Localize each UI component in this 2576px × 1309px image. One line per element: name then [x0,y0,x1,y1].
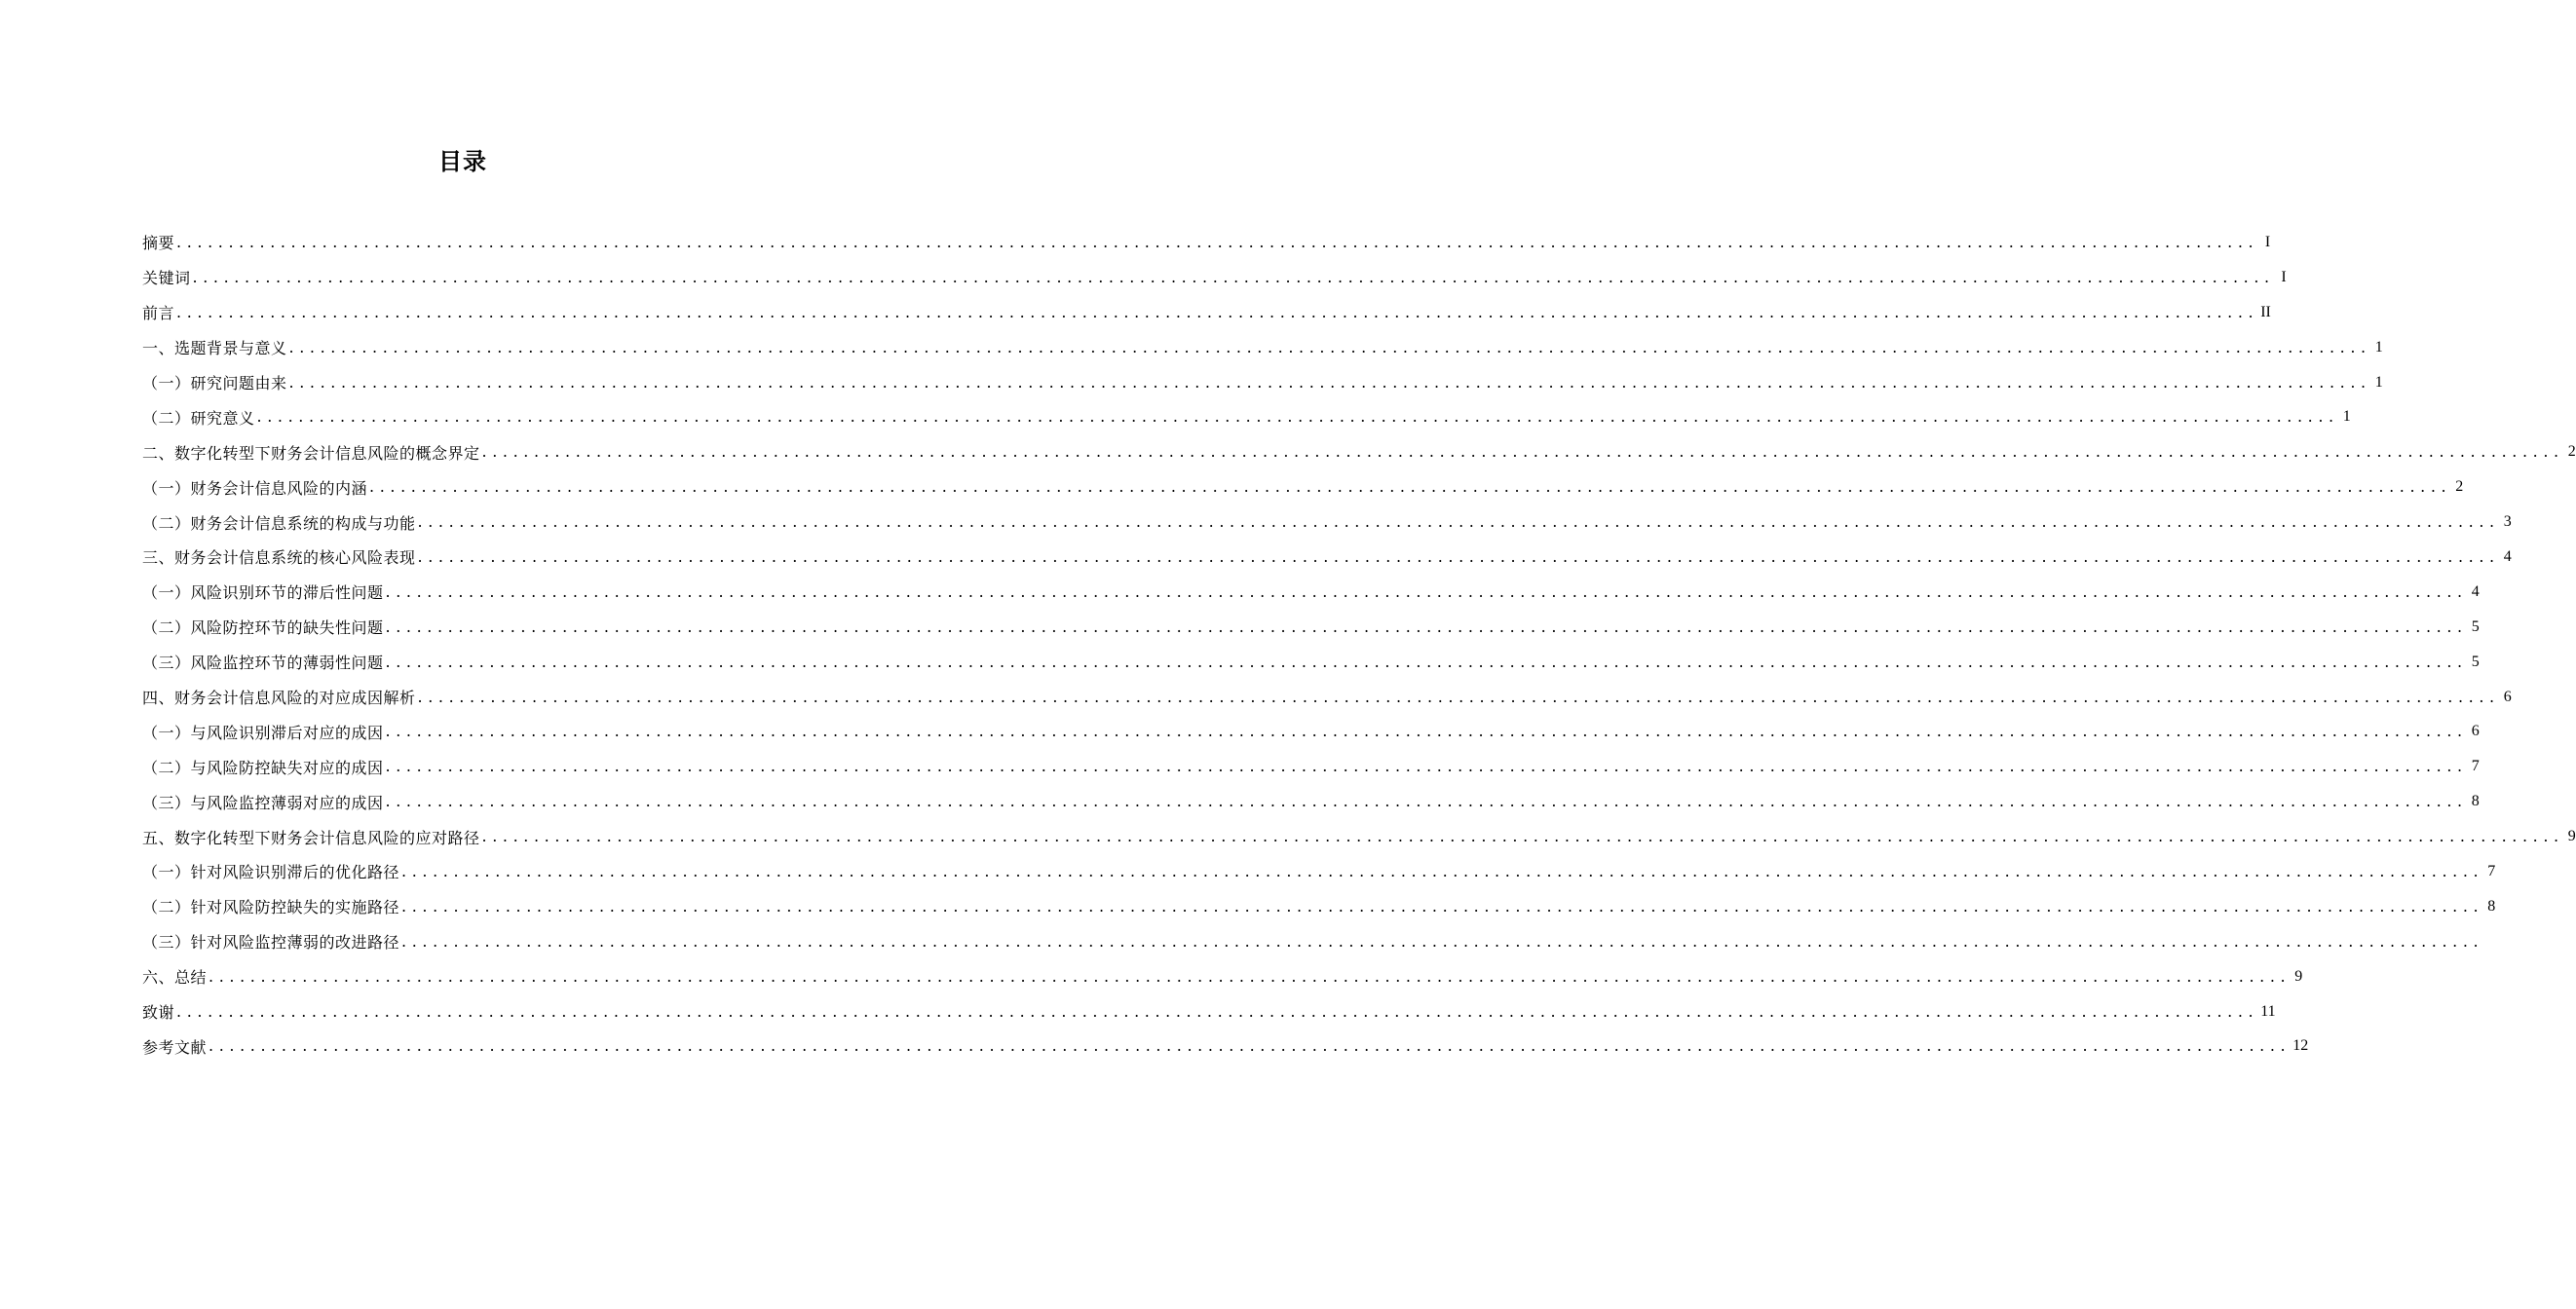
toc-entry-page-number: II [2260,303,2271,320]
toc-dot-leader: ........................................................................................................................................................................................................ [481,827,2564,846]
toc-entry[interactable] [142,924,2484,959]
toc-dot-leader: ........................................................................................................................................................................................................ [417,546,2500,566]
toc-entry-page-number: 9 [2294,967,2303,985]
toc-entry-page-number: 8 [2471,793,2480,810]
toc-dot-leader: ........................................................................................................................................................................................................ [176,302,2259,321]
toc-entry[interactable] [142,330,2383,365]
toc-entry[interactable] [142,399,2351,434]
toc-entry-page-number: I [2281,268,2287,285]
toc-entry-page-number: I [2264,233,2271,250]
toc-dot-leader: ........................................................................................................................................................................................................ [369,477,2452,497]
toc-dot-leader: ........................................................................................................................................................................................................ [385,722,2468,741]
toc-entry-page-number: 9 [2567,828,2576,845]
toc-entry-label: 摘要 [142,234,175,253]
toc-entry-page-number: 6 [2503,688,2512,705]
toc-dot-leader: ........................................................................................................................................................................................................ [256,407,2339,427]
toc-dot-leader: ........................................................................................................................................................................................................ [401,931,2484,951]
toc-entry-label: （二）财务会计信息系统的构成与功能 [142,513,416,533]
toc-entry-page-number: 2 [2455,478,2464,496]
toc-entry-page-number: 4 [2471,582,2480,600]
toc-entry-page-number: 2 [2567,443,2576,461]
toc-entry-label: （二）研究意义 [142,408,255,428]
toc-entry-label: 四、财务会计信息风险的对应成因解析 [142,689,416,708]
toc-entry-label: 关键词 [142,269,191,288]
toc-dot-leader: ........................................................................................................................................................................................................ [401,861,2484,880]
toc-entry-page-number: 4 [2503,547,2512,565]
toc-entry[interactable] [142,505,2512,540]
toc-entry-label: 二、数字化转型下财务会计信息风险的概念界定 [142,443,480,463]
toc-entry[interactable] [142,540,2512,575]
toc-entry[interactable] [142,959,2303,994]
toc-entry[interactable] [142,365,2383,400]
toc-entry-page-number: 11 [2260,1002,2276,1020]
toc-entry[interactable] [142,714,2480,749]
toc-entry[interactable] [142,295,2271,330]
toc-entry-page-number: 3 [2503,513,2512,531]
toc-dot-leader: ........................................................................................................................................................................................................ [481,442,2564,462]
toc-entry[interactable] [142,575,2480,610]
toc-entry[interactable] [142,469,2464,505]
toc-entry-page-number: 5 [2471,617,2480,635]
toc-entry-label: （三）风险监控环节的薄弱性问题 [142,654,384,673]
toc-entry[interactable] [142,260,2287,295]
toc-entry[interactable] [142,434,2576,469]
toc-entry[interactable] [142,610,2480,645]
toc-dot-leader: ........................................................................................................................................................................................................ [288,337,2371,356]
toc-entry-label: （三）与风险监控薄弱对应的成因 [142,793,384,812]
toc-dot-leader: ........................................................................................................................................................................................................ [176,232,2259,251]
toc-entry-label: 致谢 [142,1003,175,1023]
toc-dot-leader: ........................................................................................................................................................................................................ [288,372,2371,392]
toc-entry[interactable] [142,994,2276,1029]
toc-entry-page-number: 7 [2487,862,2496,879]
toc-entry[interactable] [142,819,2576,854]
toc-entry-label: （一）针对风险识别滞后的优化路径 [142,863,400,882]
toc-entry[interactable] [142,854,2496,889]
toc-dot-leader: ........................................................................................................................................................................................................ [208,1036,2292,1056]
toc-entry-page-number: 5 [2471,653,2480,670]
toc-entry-label: （一）研究问题由来 [142,374,287,393]
toc-entry[interactable] [142,784,2480,819]
toc-entry-label: （一）与风险识别滞后对应的成因 [142,723,384,742]
toc-dot-leader: ........................................................................................................................................................................................................ [385,792,2468,811]
toc-entry-label: （一）财务会计信息风险的内涵 [142,478,368,498]
toc-dot-leader: ........................................................................................................................................................................................................ [192,267,2275,286]
table-of-contents [142,225,2576,1064]
toc-entry-label: 三、财务会计信息系统的核心风险表现 [142,548,416,568]
toc-entry[interactable] [142,749,2480,784]
toc-dot-leader: ........................................................................................................................................................................................................ [417,687,2500,706]
toc-entry-page-number: 6 [2471,723,2480,740]
toc-entry[interactable] [142,889,2496,924]
toc-dot-leader: ........................................................................................................................................................................................................ [417,512,2500,532]
toc-entry-label: 六、总结 [142,968,208,988]
toc-dot-leader: ........................................................................................................................................................................................................ [208,966,2292,986]
toc-entry-page-number: 7 [2471,758,2480,775]
toc-dot-leader: ........................................................................................................................................................................................................ [385,757,2468,776]
toc-entry[interactable] [142,1028,2309,1064]
toc-entry-label: 一、选题背景与意义 [142,339,287,358]
toc-dot-leader: ........................................................................................................................................................................................................ [401,896,2484,916]
toc-entry[interactable] [142,225,2271,260]
toc-entry-page-number: 1 [2374,338,2383,355]
toc-entry-label: 参考文献 [142,1037,208,1057]
toc-entry-label: （三）针对风险监控薄弱的改进路径 [142,933,400,953]
toc-entry-page-number: 1 [2374,373,2383,391]
toc-dot-leader: ........................................................................................................................................................................................................ [176,1001,2259,1021]
toc-entry-label: （一）风险识别环节的滞后性问题 [142,583,384,603]
page-title: 目录 [438,148,487,175]
toc-entry-label: （二）风险防控环节的缺失性问题 [142,618,384,638]
toc-dot-leader: ........................................................................................................................................................................................................ [385,652,2468,671]
toc-dot-leader: ........................................................................................................................................................................................................ [385,617,2468,636]
toc-entry-label: 前言 [142,304,175,323]
toc-entry-page-number: 12 [2292,1037,2309,1055]
toc-entry-label: （二）与风险防控缺失对应的成因 [142,758,384,777]
toc-entry[interactable] [142,645,2480,680]
toc-entry-label: 五、数字化转型下财务会计信息风险的应对路径 [142,828,480,847]
toc-entry[interactable] [142,680,2512,715]
toc-dot-leader: ........................................................................................................................................................................................................ [385,581,2468,601]
toc-entry-page-number: 1 [2342,408,2351,426]
toc-entry-page-number: 8 [2487,897,2496,915]
toc-entry-label: （二）针对风险防控缺失的实施路径 [142,898,400,917]
